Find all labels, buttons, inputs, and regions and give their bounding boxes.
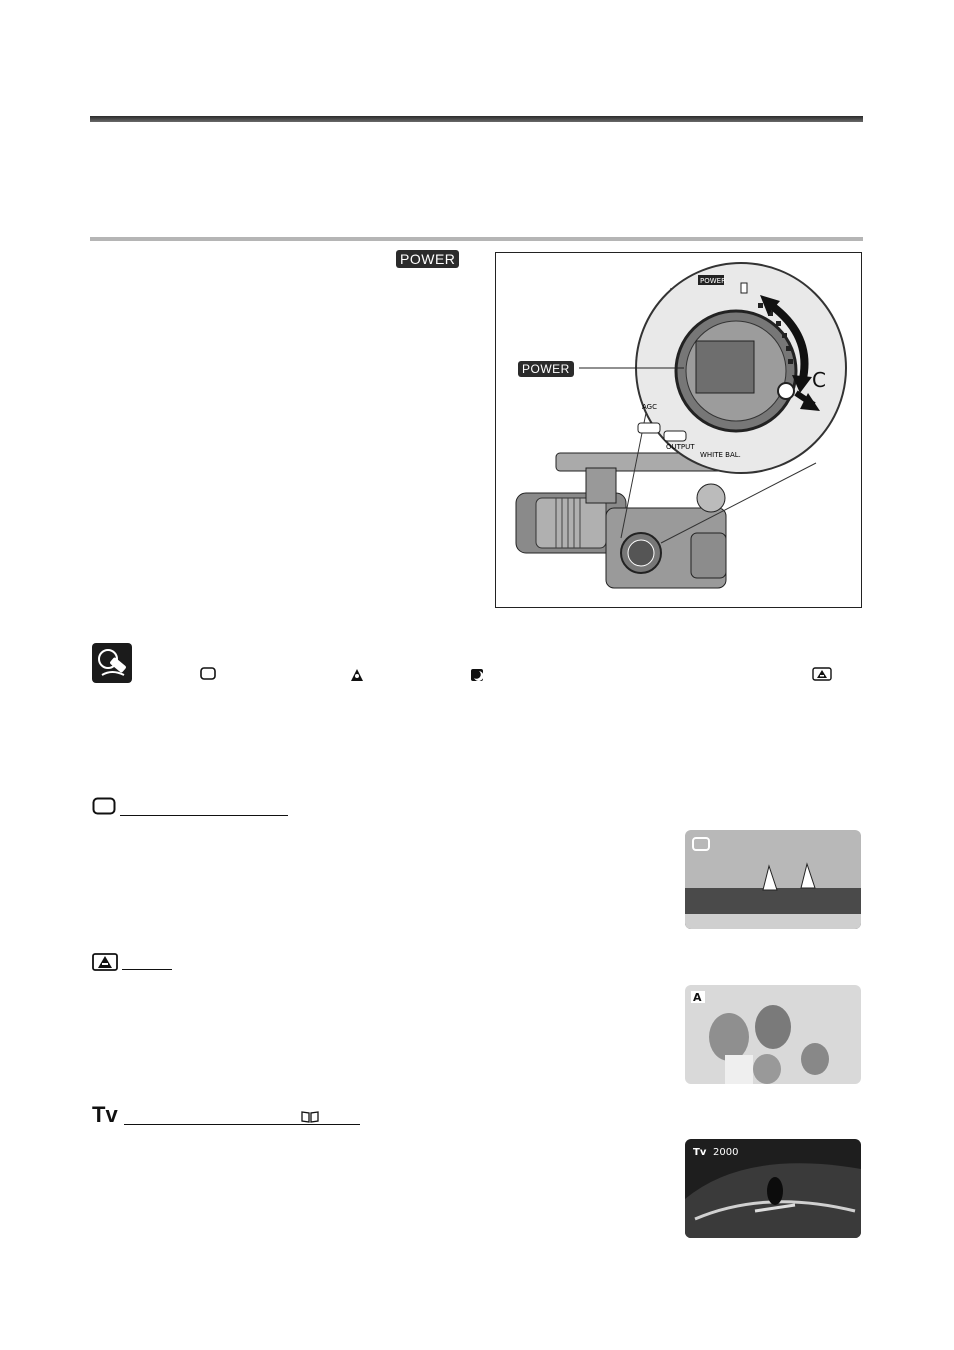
thumb-tv-badge: Tv (693, 1147, 707, 1158)
auto-icon (812, 667, 832, 681)
thumb-auto (685, 985, 861, 1084)
section-heading-underline (120, 815, 288, 816)
camera-illustration (495, 252, 862, 608)
section-auto-icon (92, 953, 118, 971)
agc-label: AGC (642, 403, 657, 411)
svg-text:C: C (812, 368, 826, 392)
section-easy-icon (92, 797, 116, 815)
chapter-title-rule (90, 116, 863, 122)
thumb-auto-badge: A (693, 991, 702, 1004)
power-dial-badge: POWER (396, 250, 459, 268)
thumb-easy-recording (685, 830, 861, 929)
power-callout-badge: POWER (518, 361, 574, 377)
night-icon (470, 668, 484, 682)
section-heading-underline (122, 969, 172, 970)
portrait-icon (350, 668, 364, 682)
section-heading-underline (124, 1124, 360, 1125)
output-label: OUTPUT (666, 443, 695, 451)
pencil-note-icon (92, 643, 132, 683)
thumb-shutter-priority (685, 1139, 861, 1238)
white-bal-label: WHITE BAL. (700, 451, 741, 459)
section-tv-icon: Tv (92, 1102, 118, 1127)
easy-recording-icon (200, 667, 216, 681)
dial-power-text: POWER (700, 277, 726, 285)
section-title-rule (90, 237, 863, 241)
camera-drawing (496, 253, 861, 607)
thumb-shutter-readout: 2000 (713, 1147, 739, 1158)
page-reference-icon (300, 1110, 320, 1123)
